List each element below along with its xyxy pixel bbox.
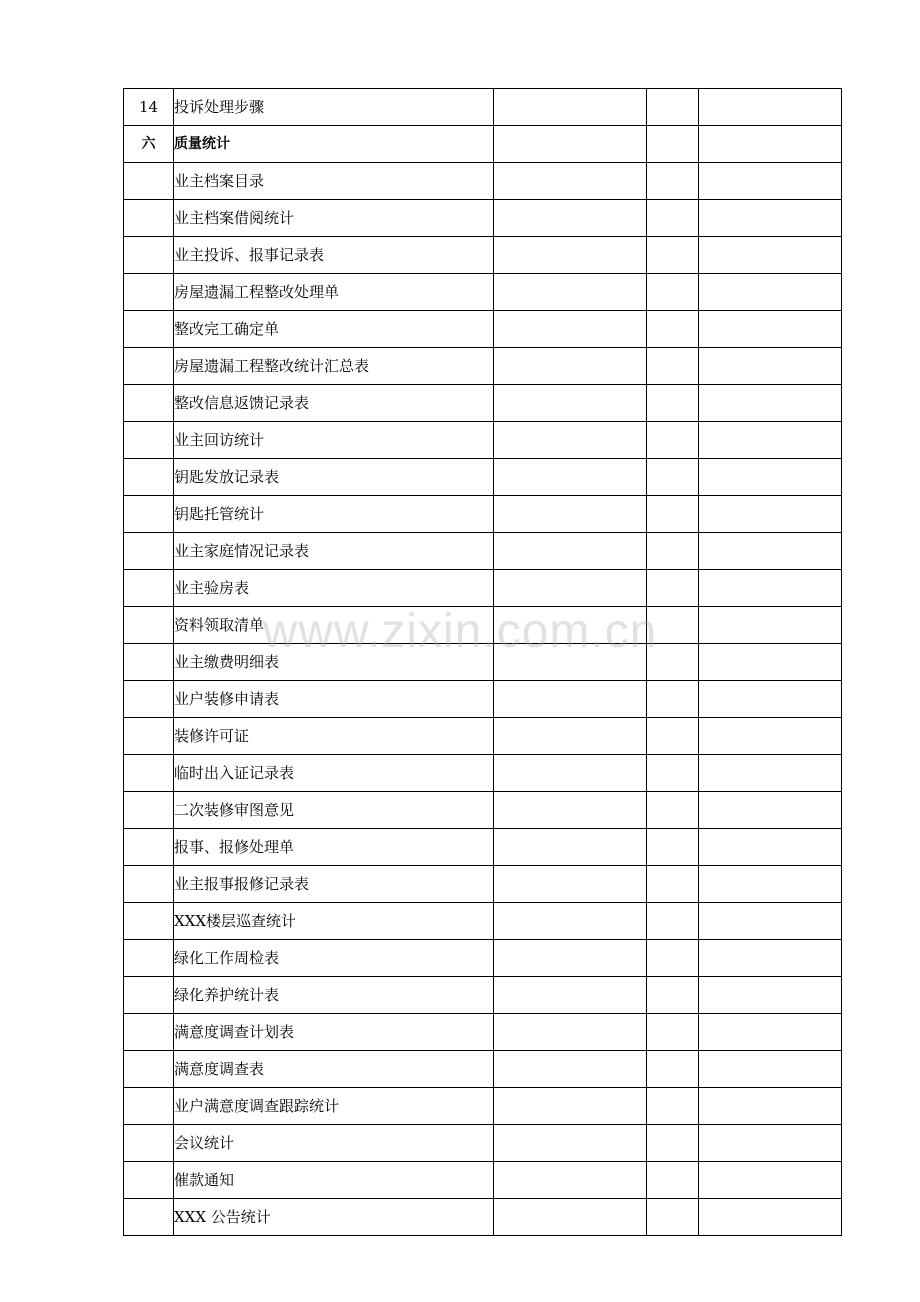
empty-cell	[647, 681, 699, 718]
row-item-name-cell: 催款通知	[174, 1162, 494, 1199]
empty-cell	[647, 163, 699, 200]
empty-cell	[494, 1088, 647, 1125]
empty-cell	[494, 644, 647, 681]
empty-cell	[699, 237, 842, 274]
table-row	[124, 1088, 842, 1125]
row-item-name-cell: 会议统计	[174, 1125, 494, 1162]
row-item-name-cell: 质量统计	[174, 126, 494, 163]
row-item-name-cell: XXX 公告统计	[174, 1199, 494, 1236]
empty-cell	[699, 1162, 842, 1199]
row-item-name-cell: 房屋遗漏工程整改处理单	[174, 274, 494, 311]
table-row	[124, 940, 842, 977]
table-row	[124, 311, 842, 348]
empty-cell	[494, 866, 647, 903]
empty-cell	[647, 866, 699, 903]
row-number-cell	[124, 422, 174, 459]
row-item-name-cell: 业户满意度调查跟踪统计	[174, 1088, 494, 1125]
empty-cell	[647, 903, 699, 940]
empty-cell	[699, 903, 842, 940]
empty-cell	[647, 755, 699, 792]
row-number-cell	[124, 1199, 174, 1236]
table-row	[124, 1162, 842, 1199]
empty-cell	[647, 274, 699, 311]
row-item-name-cell: 业主回访统计	[174, 422, 494, 459]
table-row	[124, 1125, 842, 1162]
row-number-cell	[124, 607, 174, 644]
empty-cell	[647, 348, 699, 385]
table-row	[124, 385, 842, 422]
row-item-name-cell: 业主家庭情况记录表	[174, 533, 494, 570]
row-number-cell	[124, 570, 174, 607]
table-row	[124, 200, 842, 237]
table-row	[124, 644, 842, 681]
empty-cell	[647, 718, 699, 755]
row-number-cell	[124, 274, 174, 311]
table-row	[124, 496, 842, 533]
table-row	[124, 1199, 842, 1236]
row-number-cell: 六	[124, 126, 174, 163]
row-item-name-cell: 报事、报修处理单	[174, 829, 494, 866]
empty-cell	[494, 1014, 647, 1051]
empty-cell	[494, 829, 647, 866]
empty-cell	[699, 1088, 842, 1125]
row-number-cell	[124, 163, 174, 200]
empty-cell	[699, 940, 842, 977]
row-number-cell	[124, 348, 174, 385]
table-row	[124, 681, 842, 718]
table-row	[124, 1014, 842, 1051]
empty-cell	[494, 459, 647, 496]
empty-cell	[647, 311, 699, 348]
row-item-name-cell: 业主报事报修记录表	[174, 866, 494, 903]
empty-cell	[494, 533, 647, 570]
table-row	[124, 237, 842, 274]
empty-cell	[699, 718, 842, 755]
empty-cell	[699, 533, 842, 570]
table-row	[124, 607, 842, 644]
table-row	[124, 977, 842, 1014]
empty-cell	[494, 385, 647, 422]
empty-cell	[699, 1014, 842, 1051]
row-item-name-cell: 业户装修申请表	[174, 681, 494, 718]
empty-cell	[494, 126, 647, 163]
empty-cell	[647, 1199, 699, 1236]
row-number-cell	[124, 1014, 174, 1051]
empty-cell	[647, 422, 699, 459]
empty-cell	[699, 681, 842, 718]
empty-cell	[647, 126, 699, 163]
table-row	[124, 163, 842, 200]
empty-cell	[647, 200, 699, 237]
empty-cell	[699, 829, 842, 866]
empty-cell	[647, 1162, 699, 1199]
empty-cell	[699, 422, 842, 459]
empty-cell	[494, 200, 647, 237]
watermark: www.zixin.com.cn	[262, 605, 658, 658]
row-number-cell	[124, 755, 174, 792]
empty-cell	[494, 348, 647, 385]
row-item-name-cell: 绿化养护统计表	[174, 977, 494, 1014]
row-number-cell	[124, 237, 174, 274]
empty-cell	[699, 607, 842, 644]
empty-cell	[494, 237, 647, 274]
empty-cell	[647, 385, 699, 422]
row-number-cell	[124, 1088, 174, 1125]
empty-cell	[699, 496, 842, 533]
empty-cell	[647, 1088, 699, 1125]
empty-cell	[647, 459, 699, 496]
empty-cell	[699, 1051, 842, 1088]
row-item-name-cell: 业主投诉、报事记录表	[174, 237, 494, 274]
row-item-name-cell: 业主档案借阅统计	[174, 200, 494, 237]
row-item-name-cell: 资料领取清单	[174, 607, 494, 644]
empty-cell	[494, 607, 647, 644]
empty-cell	[494, 977, 647, 1014]
row-item-name-cell: 投诉处理步骤	[174, 89, 494, 126]
empty-cell	[699, 755, 842, 792]
empty-cell	[699, 274, 842, 311]
row-item-name-cell: 业主验房表	[174, 570, 494, 607]
empty-cell	[494, 1051, 647, 1088]
row-item-name-cell: 整改完工确定单	[174, 311, 494, 348]
table-body	[124, 89, 842, 1236]
empty-cell	[699, 163, 842, 200]
row-item-name-cell: 装修许可证	[174, 718, 494, 755]
empty-cell	[494, 311, 647, 348]
empty-cell	[699, 348, 842, 385]
empty-cell	[494, 718, 647, 755]
empty-cell	[647, 533, 699, 570]
row-number-cell	[124, 644, 174, 681]
table-row	[124, 829, 842, 866]
row-item-name-cell: XXX楼层巡查统计	[174, 903, 494, 940]
empty-cell	[647, 89, 699, 126]
row-item-name-cell: 钥匙托管统计	[174, 496, 494, 533]
row-number-cell	[124, 311, 174, 348]
empty-cell	[699, 385, 842, 422]
row-number-cell	[124, 459, 174, 496]
row-number-cell	[124, 940, 174, 977]
empty-cell	[647, 1125, 699, 1162]
row-item-name-cell: 业主缴费明细表	[174, 644, 494, 681]
row-item-name-cell: 二次装修审图意见	[174, 792, 494, 829]
table-row	[124, 903, 842, 940]
table-row	[124, 792, 842, 829]
empty-cell	[494, 940, 647, 977]
empty-cell	[647, 977, 699, 1014]
table-row	[124, 755, 842, 792]
empty-cell	[494, 163, 647, 200]
empty-cell	[699, 866, 842, 903]
empty-cell	[699, 792, 842, 829]
empty-cell	[699, 644, 842, 681]
empty-cell	[699, 126, 842, 163]
empty-cell	[647, 607, 699, 644]
row-item-name-cell: 整改信息返馈记录表	[174, 385, 494, 422]
row-number-cell	[124, 829, 174, 866]
empty-cell	[647, 829, 699, 866]
table-row	[124, 274, 842, 311]
empty-cell	[494, 89, 647, 126]
row-number-cell	[124, 385, 174, 422]
row-number-cell	[124, 903, 174, 940]
empty-cell	[699, 200, 842, 237]
empty-cell	[647, 570, 699, 607]
empty-cell	[647, 496, 699, 533]
empty-cell	[494, 755, 647, 792]
row-item-name-cell: 临时出入证记录表	[174, 755, 494, 792]
row-number-cell	[124, 718, 174, 755]
row-item-name-cell: 业主档案目录	[174, 163, 494, 200]
empty-cell	[494, 1162, 647, 1199]
row-number-cell	[124, 533, 174, 570]
empty-cell	[699, 1199, 842, 1236]
empty-cell	[494, 496, 647, 533]
empty-cell	[647, 792, 699, 829]
empty-cell	[699, 977, 842, 1014]
table-row	[124, 533, 842, 570]
table-row	[124, 348, 842, 385]
row-number-cell	[124, 496, 174, 533]
empty-cell	[647, 1014, 699, 1051]
empty-cell	[494, 1125, 647, 1162]
row-item-name-cell: 钥匙发放记录表	[174, 459, 494, 496]
empty-cell	[699, 459, 842, 496]
table-row	[124, 866, 842, 903]
table-row	[124, 422, 842, 459]
table-row	[124, 1051, 842, 1088]
empty-cell	[494, 1199, 647, 1236]
row-number-cell	[124, 977, 174, 1014]
row-item-name-cell: 绿化工作周检表	[174, 940, 494, 977]
row-number-cell: 14	[124, 89, 174, 126]
table-row	[124, 718, 842, 755]
empty-cell	[494, 903, 647, 940]
empty-cell	[494, 570, 647, 607]
table-row	[124, 570, 842, 607]
empty-cell	[494, 422, 647, 459]
row-number-cell	[124, 1051, 174, 1088]
empty-cell	[699, 570, 842, 607]
empty-cell	[699, 311, 842, 348]
table-row	[124, 126, 842, 163]
empty-cell	[494, 274, 647, 311]
row-number-cell	[124, 200, 174, 237]
empty-cell	[647, 644, 699, 681]
table-row	[124, 89, 842, 126]
empty-cell	[699, 1125, 842, 1162]
empty-cell	[494, 792, 647, 829]
document-table	[123, 88, 842, 1236]
row-item-name-cell: 满意度调查计划表	[174, 1014, 494, 1051]
empty-cell	[699, 89, 842, 126]
row-item-name-cell: 满意度调查表	[174, 1051, 494, 1088]
row-number-cell	[124, 1162, 174, 1199]
empty-cell	[494, 681, 647, 718]
row-number-cell	[124, 1125, 174, 1162]
row-number-cell	[124, 792, 174, 829]
empty-cell	[647, 1051, 699, 1088]
row-number-cell	[124, 866, 174, 903]
table-row	[124, 459, 842, 496]
empty-cell	[647, 237, 699, 274]
row-number-cell	[124, 681, 174, 718]
row-item-name-cell: 房屋遗漏工程整改统计汇总表	[174, 348, 494, 385]
empty-cell	[647, 940, 699, 977]
